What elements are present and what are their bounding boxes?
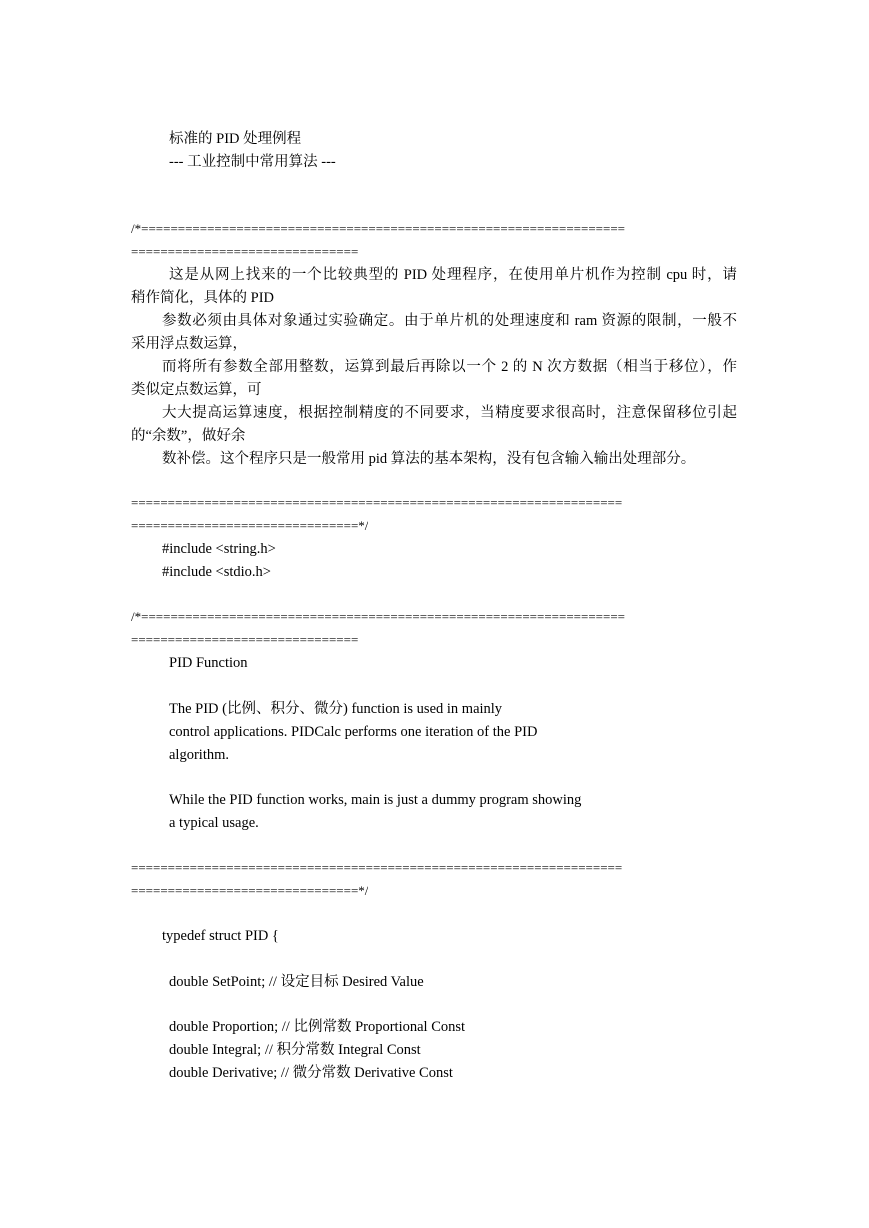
description-line-4b: 的“余数”，做好余 (131, 428, 246, 444)
comment-rule-open: /*================================================================== (131, 221, 625, 236)
include-string: #include <string.h> (162, 541, 276, 557)
comment-rule-close-2: =================================================================== (131, 860, 623, 875)
description-line-4a: 大大提高运算速度，根据控制精度的不同要求，当精度要求很高时，注意保留移位引起 (162, 405, 737, 421)
comment-rule-close: =================================================================== (131, 495, 623, 510)
pid-desc-line-2: control applications. PIDCalc performs one iteration of the PID (169, 724, 538, 740)
comment-rule-open-cont: =============================== (131, 244, 359, 259)
description-line-5: 数补偿。这个程序只是一般常用 pid 算法的基本架构，没有包含输入输出处理部分。 (162, 451, 696, 467)
field-proportion: double Proportion; // 比例常数 Proportional Const (169, 1019, 466, 1035)
pid-desc-line-4: While the PID function works, main is just a dummy program showing (169, 792, 582, 808)
description-line-3a: 而将所有参数全部用整数，运算到最后再除以一个 2 的 N 次方数据（相当于移位），作 (162, 359, 737, 375)
description-line-2a: 参数必须由具体对象通过实验确定。由于单片机的处理速度和 ram 资源的限制，一般不 (162, 313, 737, 329)
field-derivative: double Derivative; // 微分常数 Derivative Const (169, 1065, 453, 1081)
comment-rule-open-2: /*================================================================== (131, 609, 625, 624)
description-line-1a: 这是从网上找来的一个比较典型的 PID 处理程序，在使用单片机作为控制 cpu 时，请 (169, 267, 737, 283)
document-title: 标准的 PID 处理例程 (169, 131, 302, 147)
comment-rule-close-cont: ===============================*/ (131, 518, 369, 533)
include-stdio: #include <stdio.h> (162, 564, 271, 580)
typedef-line: typedef struct PID { (162, 928, 279, 944)
pid-desc-line-1: The PID (比例、积分、微分) function is used in mainly (169, 701, 503, 717)
description-line-1b: 稍作简化，具体的 PID (131, 290, 274, 306)
document-subtitle: --- 工业控制中常用算法 --- (169, 154, 336, 170)
comment-rule-open-2-cont: =============================== (131, 632, 359, 647)
pid-desc-line-3: algorithm. (169, 747, 230, 763)
comment-rule-close-2-cont: ===============================*/ (131, 883, 369, 898)
pid-desc-line-5: a typical usage. (169, 815, 259, 831)
description-line-2b: 采用浮点数运算， (131, 336, 247, 352)
section-heading: PID Function (169, 655, 248, 671)
description-line-3b: 类似定点数运算，可 (131, 382, 262, 398)
field-integral: double Integral; // 积分常数 Integral Const (169, 1042, 421, 1058)
field-setpoint: double SetPoint; // 设定目标 Desired Value (169, 974, 424, 990)
